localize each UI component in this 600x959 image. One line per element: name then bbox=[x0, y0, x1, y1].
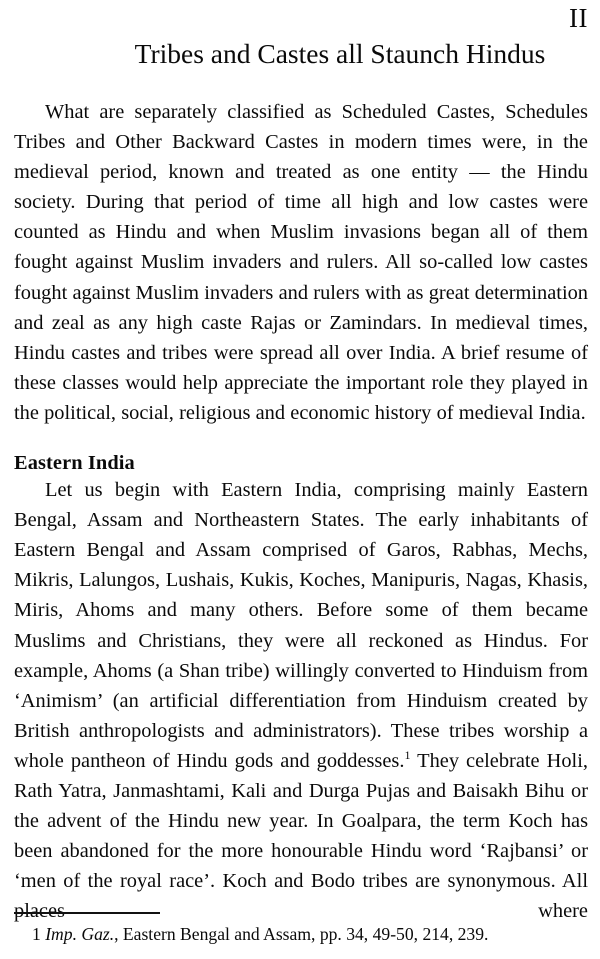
footnote-reference-1[interactable]: 1 bbox=[404, 748, 411, 763]
footnote-1 bbox=[14, 923, 588, 945]
book-page bbox=[0, 3, 600, 959]
footnote-separator-rule bbox=[14, 912, 160, 914]
paragraph-text-before-note: Let us begin with Eastern India, comprising mainly Eastern Bengal, Assam and Northeastern States. The early inhabitants of Eastern Bengal and Assam comprised of Garos, Rabhas, Mechs, Mikris, Lalungos, Lushais, Kukis, Koches, Manipuris, Nagas, Khasis, Miris, Ahoms and many others. Before some of them became Muslims and Christians, they were all reckoned as Hindus. For example, Ahoms (a Shan tribe) willingly converted to Hinduism from ‘Animism’ (an artificial differentiation from Hinduism created by British anthropologists and administrators). These tribes worship a whole pantheon of Hindu gods and goddesses. bbox=[14, 479, 588, 772]
chapter-number: II bbox=[569, 3, 588, 33]
footnote-area bbox=[14, 912, 588, 945]
page-title: Tribes and Castes all Staunch Hindus bbox=[134, 38, 546, 69]
footnote-marker: 1 bbox=[32, 924, 41, 944]
paragraph-intro: What are separately classified as Scheduled Castes, Schedules Tribes and Other Backward Castes in modern times were, in the medieval period, known and treated as one entity — the Hindu society. During that period of time all high and low castes were counted as Hindu and when Muslim invasions began all of them fought against Muslim invaders and rulers. All so-called low castes fought against Muslim invaders and rulers with as great determination and zeal as any high caste Rajas or Zamindars. In medieval times, Hindu castes and tribes were spread all over India. A brief resume of these classes would help appreciate the important role they played in the political, social, religious and economic history of medieval India. bbox=[14, 101, 588, 424]
paragraph-text-after-note: They celebrate Holi, Rath Yatra, Janmashtami, Kali and Durga Pujas and Baisakh Bihu or the advent of the Hindu new year. In Goalpara, the term Koch has been abandoned for the more honourable Hindu word ‘Rajbansi’ or ‘men of the royal race’. Koch and Bodo tribes are synonymous. All places where bbox=[14, 749, 588, 923]
section-heading-eastern-india: Eastern India bbox=[14, 452, 135, 475]
footnote-source-title: Imp. Gaz. bbox=[45, 924, 115, 944]
footnote-citation-rest: , Eastern Bengal and Assam, pp. 34, 49-50, 214, 239. bbox=[114, 924, 489, 944]
paragraph-eastern-india bbox=[14, 475, 588, 957]
body-text bbox=[14, 97, 588, 957]
